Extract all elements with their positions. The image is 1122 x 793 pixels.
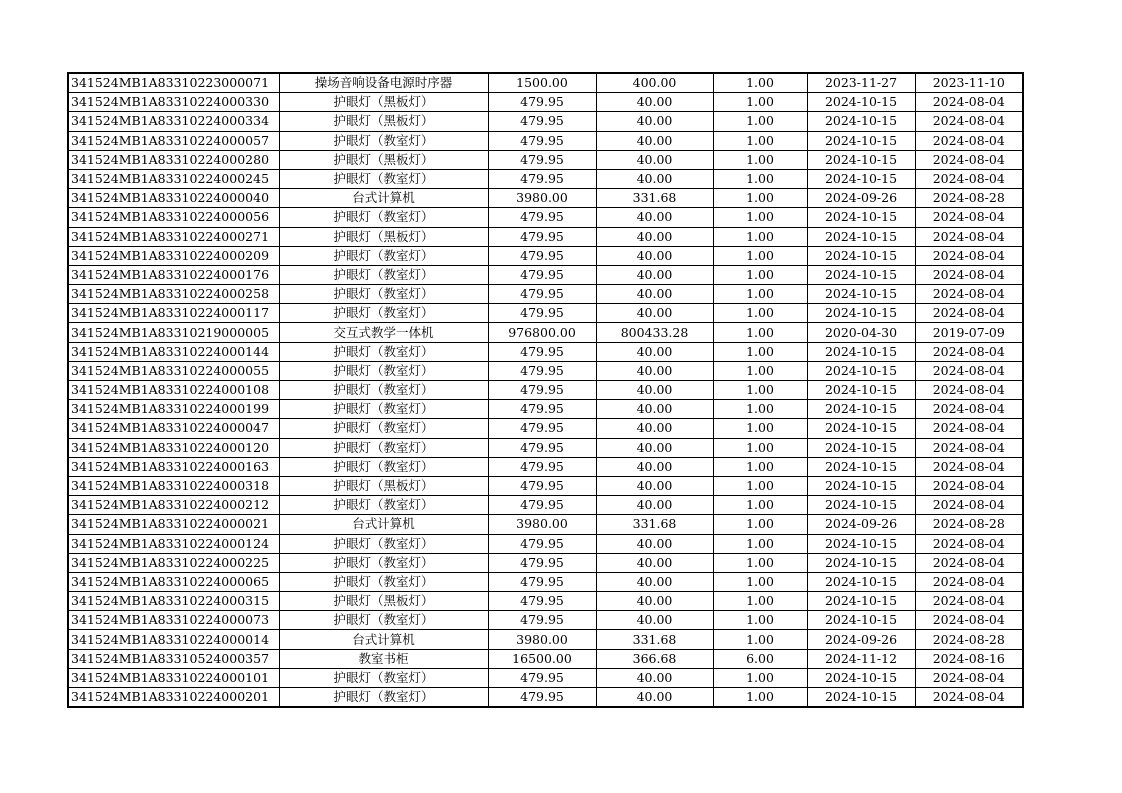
quantity-cell: 1.00 [713,476,807,495]
original-value-cell: 479.95 [488,381,596,400]
acquired-date-cell: 2024-08-04 [915,285,1023,304]
asset-name-cell: 护眼灯（教室灯） [279,304,488,323]
asset-code-cell: 341524MB1A83310224000271 [68,227,279,246]
asset-name-cell: 台式计算机 [279,189,488,208]
table-row [68,515,1023,534]
asset-name-cell: 护眼灯（黑板灯） [279,93,488,112]
quantity-cell: 1.00 [713,515,807,534]
asset-code-cell: 341524MB1A83310224000065 [68,572,279,591]
date-cell: 2024-10-15 [807,150,915,169]
original-value-cell: 16500.00 [488,649,596,668]
asset-code-cell: 341524MB1A83310224000014 [68,630,279,649]
table-row [68,688,1023,708]
acquired-date-cell: 2024-08-04 [915,572,1023,591]
quantity-cell: 1.00 [713,131,807,150]
net-value-cell: 40.00 [596,457,713,476]
date-cell: 2024-10-15 [807,361,915,380]
quantity-cell: 1.00 [713,553,807,572]
asset-code-cell: 341524MB1A83310224000120 [68,438,279,457]
table-row [68,649,1023,668]
acquired-date-cell: 2024-08-04 [915,208,1023,227]
asset-name-cell: 护眼灯（教室灯） [279,438,488,457]
original-value-cell: 479.95 [488,688,596,708]
net-value-cell: 40.00 [596,150,713,169]
acquired-date-cell: 2024-08-04 [915,592,1023,611]
table-row [68,400,1023,419]
original-value-cell: 479.95 [488,285,596,304]
acquired-date-cell: 2024-08-04 [915,381,1023,400]
net-value-cell: 40.00 [596,476,713,495]
quantity-cell: 1.00 [713,688,807,708]
quantity-cell: 1.00 [713,592,807,611]
asset-code-cell: 341524MB1A83310224000225 [68,553,279,572]
acquired-date-cell: 2024-08-04 [915,611,1023,630]
date-cell: 2024-09-26 [807,515,915,534]
acquired-date-cell: 2024-08-04 [915,688,1023,708]
asset-code-cell: 341524MB1A83310224000245 [68,169,279,188]
original-value-cell: 479.95 [488,131,596,150]
quantity-cell: 1.00 [713,93,807,112]
asset-table-body [68,73,1023,707]
asset-name-cell: 护眼灯（教室灯） [279,534,488,553]
net-value-cell: 40.00 [596,93,713,112]
net-value-cell: 40.00 [596,246,713,265]
original-value-cell: 479.95 [488,265,596,284]
date-cell: 2024-10-15 [807,227,915,246]
quantity-cell: 1.00 [713,246,807,265]
asset-code-cell: 341524MB1A83310224000021 [68,515,279,534]
table-row [68,227,1023,246]
original-value-cell: 479.95 [488,304,596,323]
quantity-cell: 1.00 [713,73,807,93]
quantity-cell: 1.00 [713,419,807,438]
date-cell: 2020-04-30 [807,323,915,342]
quantity-cell: 1.00 [713,630,807,649]
asset-table-container [67,72,1024,708]
asset-name-cell: 护眼灯（教室灯） [279,400,488,419]
net-value-cell: 800433.28 [596,323,713,342]
table-row [68,496,1023,515]
date-cell: 2024-10-15 [807,668,915,687]
asset-name-cell: 台式计算机 [279,630,488,649]
original-value-cell: 479.95 [488,476,596,495]
table-row [68,668,1023,687]
date-cell: 2024-10-15 [807,457,915,476]
original-value-cell: 479.95 [488,112,596,131]
original-value-cell: 479.95 [488,438,596,457]
acquired-date-cell: 2024-08-04 [915,304,1023,323]
asset-name-cell: 台式计算机 [279,515,488,534]
table-row [68,93,1023,112]
date-cell: 2024-10-15 [807,112,915,131]
table-row [68,438,1023,457]
asset-code-cell: 341524MB1A83310224000055 [68,361,279,380]
original-value-cell: 1500.00 [488,73,596,93]
asset-code-cell: 341524MB1A83310224000101 [68,668,279,687]
net-value-cell: 40.00 [596,534,713,553]
asset-code-cell: 341524MB1A83310224000176 [68,265,279,284]
acquired-date-cell: 2024-08-04 [915,457,1023,476]
acquired-date-cell: 2024-08-16 [915,649,1023,668]
original-value-cell: 3980.00 [488,189,596,208]
date-cell: 2024-10-15 [807,419,915,438]
net-value-cell: 366.68 [596,649,713,668]
date-cell: 2024-10-15 [807,208,915,227]
acquired-date-cell: 2024-08-04 [915,438,1023,457]
net-value-cell: 40.00 [596,169,713,188]
quantity-cell: 1.00 [713,534,807,553]
net-value-cell: 40.00 [596,400,713,419]
net-value-cell: 40.00 [596,285,713,304]
table-row [68,73,1023,93]
acquired-date-cell: 2024-08-04 [915,400,1023,419]
acquired-date-cell: 2024-08-04 [915,150,1023,169]
date-cell: 2024-10-15 [807,304,915,323]
date-cell: 2024-10-15 [807,496,915,515]
acquired-date-cell: 2023-11-10 [915,73,1023,93]
table-row [68,323,1023,342]
acquired-date-cell: 2024-08-04 [915,496,1023,515]
table-row [68,342,1023,361]
table-row [68,169,1023,188]
quantity-cell: 1.00 [713,496,807,515]
acquired-date-cell: 2024-08-04 [915,131,1023,150]
net-value-cell: 40.00 [596,227,713,246]
acquired-date-cell: 2024-08-04 [915,227,1023,246]
quantity-cell: 1.00 [713,189,807,208]
quantity-cell: 1.00 [713,112,807,131]
date-cell: 2024-09-26 [807,189,915,208]
table-row [68,592,1023,611]
asset-code-cell: 341524MB1A83310224000334 [68,112,279,131]
asset-code-cell: 341524MB1A83310224000209 [68,246,279,265]
date-cell: 2024-10-15 [807,285,915,304]
asset-code-cell: 341524MB1A83310224000201 [68,688,279,708]
asset-table [67,72,1024,708]
net-value-cell: 331.68 [596,630,713,649]
net-value-cell: 40.00 [596,572,713,591]
asset-code-cell: 341524MB1A83310224000073 [68,611,279,630]
table-row [68,381,1023,400]
quantity-cell: 1.00 [713,323,807,342]
original-value-cell: 479.95 [488,611,596,630]
net-value-cell: 40.00 [596,265,713,284]
asset-code-cell: 341524MB1A83310224000258 [68,285,279,304]
table-row [68,457,1023,476]
asset-name-cell: 护眼灯（教室灯） [279,688,488,708]
original-value-cell: 479.95 [488,668,596,687]
net-value-cell: 40.00 [596,438,713,457]
original-value-cell: 479.95 [488,592,596,611]
net-value-cell: 331.68 [596,189,713,208]
quantity-cell: 1.00 [713,611,807,630]
acquired-date-cell: 2024-08-04 [915,112,1023,131]
net-value-cell: 40.00 [596,381,713,400]
asset-code-cell: 341524MB1A83310224000318 [68,476,279,495]
original-value-cell: 479.95 [488,457,596,476]
net-value-cell: 331.68 [596,515,713,534]
original-value-cell: 479.95 [488,419,596,438]
net-value-cell: 40.00 [596,342,713,361]
table-row [68,208,1023,227]
date-cell: 2024-10-15 [807,169,915,188]
table-row [68,265,1023,284]
quantity-cell: 1.00 [713,361,807,380]
net-value-cell: 400.00 [596,73,713,93]
table-row [68,476,1023,495]
quantity-cell: 1.00 [713,208,807,227]
net-value-cell: 40.00 [596,592,713,611]
asset-name-cell: 护眼灯（黑板灯） [279,227,488,246]
original-value-cell: 479.95 [488,169,596,188]
net-value-cell: 40.00 [596,361,713,380]
asset-code-cell: 341524MB1A83310224000330 [68,93,279,112]
original-value-cell: 479.95 [488,93,596,112]
net-value-cell: 40.00 [596,419,713,438]
quantity-cell: 1.00 [713,572,807,591]
asset-code-cell: 341524MB1A83310224000057 [68,131,279,150]
quantity-cell: 1.00 [713,342,807,361]
table-row [68,150,1023,169]
acquired-date-cell: 2024-08-04 [915,476,1023,495]
quantity-cell: 1.00 [713,150,807,169]
asset-code-cell: 341524MB1A83310224000117 [68,304,279,323]
date-cell: 2024-11-12 [807,649,915,668]
table-row [68,630,1023,649]
asset-name-cell: 操场音响设备电源时序器 [279,73,488,93]
date-cell: 2024-09-26 [807,630,915,649]
table-row [68,419,1023,438]
asset-name-cell: 护眼灯（教室灯） [279,457,488,476]
acquired-date-cell: 2024-08-04 [915,265,1023,284]
table-row [68,112,1023,131]
date-cell: 2024-10-15 [807,93,915,112]
asset-name-cell: 交互式教学一体机 [279,323,488,342]
acquired-date-cell: 2024-08-04 [915,534,1023,553]
date-cell: 2024-10-15 [807,572,915,591]
asset-code-cell: 341524MB1A83310224000199 [68,400,279,419]
net-value-cell: 40.00 [596,668,713,687]
net-value-cell: 40.00 [596,112,713,131]
quantity-cell: 1.00 [713,265,807,284]
acquired-date-cell: 2024-08-04 [915,553,1023,572]
asset-code-cell: 341524MB1A83310224000163 [68,457,279,476]
original-value-cell: 479.95 [488,227,596,246]
acquired-date-cell: 2019-07-09 [915,323,1023,342]
quantity-cell: 1.00 [713,400,807,419]
table-row [68,534,1023,553]
asset-name-cell: 护眼灯（教室灯） [279,285,488,304]
net-value-cell: 40.00 [596,496,713,515]
asset-name-cell: 护眼灯（黑板灯） [279,476,488,495]
acquired-date-cell: 2024-08-28 [915,630,1023,649]
asset-code-cell: 341524MB1A83310224000280 [68,150,279,169]
asset-code-cell: 341524MB1A83310224000108 [68,381,279,400]
table-row [68,553,1023,572]
asset-code-cell: 341524MB1A83310224000315 [68,592,279,611]
quantity-cell: 1.00 [713,668,807,687]
original-value-cell: 479.95 [488,150,596,169]
date-cell: 2023-11-27 [807,73,915,93]
table-row [68,285,1023,304]
acquired-date-cell: 2024-08-04 [915,419,1023,438]
asset-code-cell: 341524MB1A83310224000144 [68,342,279,361]
asset-code-cell: 341524MB1A83310224000124 [68,534,279,553]
asset-name-cell: 护眼灯（教室灯） [279,572,488,591]
original-value-cell: 976800.00 [488,323,596,342]
quantity-cell: 6.00 [713,649,807,668]
asset-name-cell: 护眼灯（黑板灯） [279,150,488,169]
asset-code-cell: 341524MB1A83310224000040 [68,189,279,208]
asset-name-cell: 护眼灯（教室灯） [279,553,488,572]
acquired-date-cell: 2024-08-28 [915,189,1023,208]
date-cell: 2024-10-15 [807,688,915,708]
asset-name-cell: 护眼灯（教室灯） [279,361,488,380]
original-value-cell: 479.95 [488,208,596,227]
asset-name-cell: 护眼灯（黑板灯） [279,112,488,131]
table-row [68,304,1023,323]
asset-name-cell: 护眼灯（教室灯） [279,496,488,515]
asset-name-cell: 护眼灯（教室灯） [279,381,488,400]
asset-code-cell: 341524MB1A83310524000357 [68,649,279,668]
acquired-date-cell: 2024-08-04 [915,668,1023,687]
quantity-cell: 1.00 [713,438,807,457]
quantity-cell: 1.00 [713,169,807,188]
net-value-cell: 40.00 [596,131,713,150]
original-value-cell: 479.95 [488,534,596,553]
asset-name-cell: 护眼灯（教室灯） [279,419,488,438]
asset-name-cell: 护眼灯（教室灯） [279,131,488,150]
date-cell: 2024-10-15 [807,265,915,284]
date-cell: 2024-10-15 [807,611,915,630]
date-cell: 2024-10-15 [807,342,915,361]
acquired-date-cell: 2024-08-04 [915,246,1023,265]
net-value-cell: 40.00 [596,553,713,572]
table-row [68,611,1023,630]
net-value-cell: 40.00 [596,304,713,323]
original-value-cell: 479.95 [488,342,596,361]
table-row [68,246,1023,265]
acquired-date-cell: 2024-08-04 [915,93,1023,112]
asset-name-cell: 护眼灯（教室灯） [279,208,488,227]
date-cell: 2024-10-15 [807,438,915,457]
net-value-cell: 40.00 [596,208,713,227]
date-cell: 2024-10-15 [807,131,915,150]
acquired-date-cell: 2024-08-04 [915,361,1023,380]
asset-code-cell: 341524MB1A83310224000056 [68,208,279,227]
original-value-cell: 3980.00 [488,630,596,649]
net-value-cell: 40.00 [596,611,713,630]
date-cell: 2024-10-15 [807,381,915,400]
table-row [68,361,1023,380]
acquired-date-cell: 2024-08-04 [915,169,1023,188]
asset-name-cell: 护眼灯（教室灯） [279,342,488,361]
acquired-date-cell: 2024-08-04 [915,342,1023,361]
original-value-cell: 479.95 [488,246,596,265]
acquired-date-cell: 2024-08-28 [915,515,1023,534]
table-row [68,131,1023,150]
date-cell: 2024-10-15 [807,400,915,419]
quantity-cell: 1.00 [713,227,807,246]
quantity-cell: 1.00 [713,304,807,323]
quantity-cell: 1.00 [713,285,807,304]
quantity-cell: 1.00 [713,457,807,476]
original-value-cell: 479.95 [488,400,596,419]
quantity-cell: 1.00 [713,381,807,400]
asset-name-cell: 护眼灯（教室灯） [279,246,488,265]
asset-code-cell: 341524MB1A83310223000071 [68,73,279,93]
net-value-cell: 40.00 [596,688,713,708]
asset-name-cell: 护眼灯（教室灯） [279,668,488,687]
asset-code-cell: 341524MB1A83310224000212 [68,496,279,515]
date-cell: 2024-10-15 [807,592,915,611]
original-value-cell: 479.95 [488,496,596,515]
asset-name-cell: 护眼灯（教室灯） [279,169,488,188]
table-row [68,189,1023,208]
table-row [68,572,1023,591]
date-cell: 2024-10-15 [807,246,915,265]
asset-name-cell: 教室书柜 [279,649,488,668]
asset-name-cell: 护眼灯（教室灯） [279,265,488,284]
asset-code-cell: 341524MB1A83310224000047 [68,419,279,438]
original-value-cell: 479.95 [488,361,596,380]
date-cell: 2024-10-15 [807,534,915,553]
date-cell: 2024-10-15 [807,553,915,572]
asset-code-cell: 341524MB1A83310219000005 [68,323,279,342]
original-value-cell: 479.95 [488,553,596,572]
original-value-cell: 3980.00 [488,515,596,534]
date-cell: 2024-10-15 [807,476,915,495]
asset-name-cell: 护眼灯（黑板灯） [279,592,488,611]
asset-name-cell: 护眼灯（教室灯） [279,611,488,630]
original-value-cell: 479.95 [488,572,596,591]
